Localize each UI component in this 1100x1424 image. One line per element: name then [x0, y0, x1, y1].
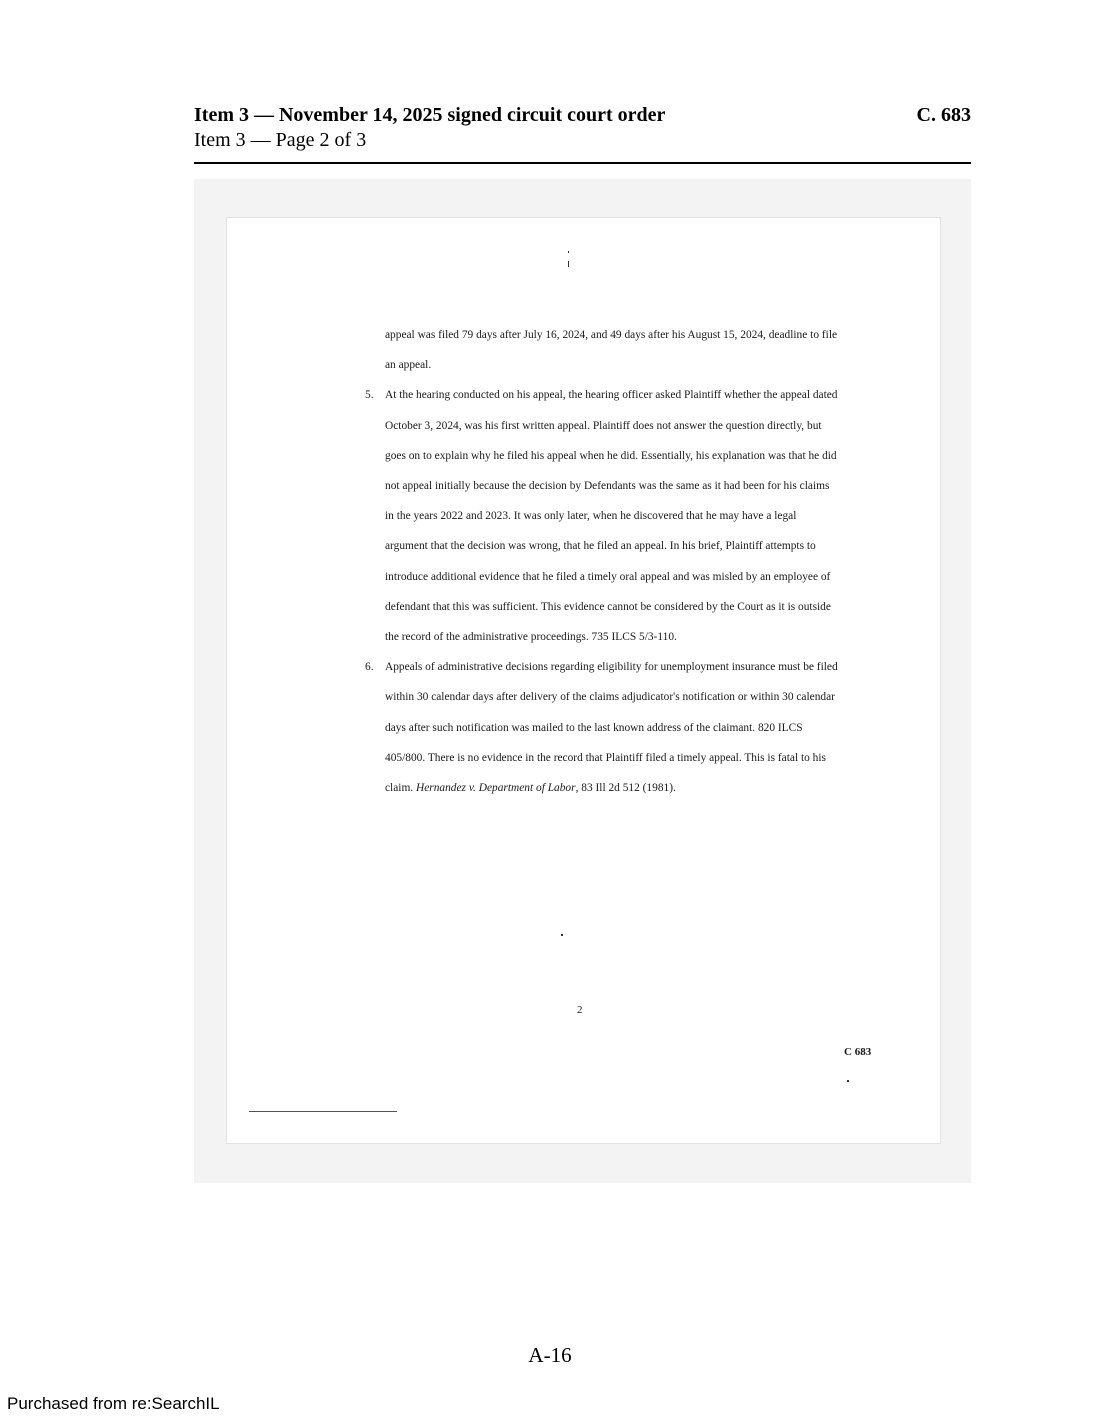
continued-paragraph: appeal was filed 79 days after July 16, 2024, and 49 days after his August 15, 2024, deadline to file an appeal. — [385, 329, 838, 372]
record-number: C. 683 — [916, 104, 971, 126]
scan-page-number: 2 — [577, 1004, 583, 1016]
paragraph-number: 6. — [365, 661, 374, 674]
purchase-notice: Purchased from re:SearchIL — [7, 1394, 220, 1413]
scan-speck — [568, 251, 569, 253]
item-title: Item 3 — November 14, 2025 signed circuit court order — [194, 104, 666, 126]
case-citation: , 83 Ill 2d 512 (1981). — [575, 782, 676, 795]
paragraph-text: At the hearing conducted on his appeal, the hearing officer asked Plaintiff whether the appeal dated October 3, 2024, was his first written appeal. Plaintiff does not answer the question directly, but goes on to explain why he filed his appeal when he did. Essentially, his explanation was that he did not appeal initially because the decision by Defendants was the same as it had been for his claims in the years 2022 and 2023. It was only later, when he discovered that he may have a legal argument that the decision was wrong, that he filed an appeal. In his brief, Plaintiff attempts to introduce additional evidence that he filed a timely oral appeal and was misled by an employee of defendant that this was sufficient. This evidence cannot be considered by the Court as it is outside the record of the administrative proceedings. 735 ILCS 5/3-110. — [385, 389, 838, 644]
header-divider — [194, 162, 971, 164]
scan-speck — [847, 1080, 849, 1082]
case-name: Hernandez v. Department of Labor — [416, 782, 576, 795]
header-row — [194, 102, 971, 128]
numbered-paragraph-5 — [365, 380, 840, 652]
scanned-page — [226, 217, 941, 1144]
paragraph-text — [385, 652, 840, 803]
document-header — [194, 102, 971, 152]
record-stamp: C 683 — [844, 1046, 872, 1058]
paragraph-number: 5. — [365, 389, 374, 402]
numbered-paragraph-6 — [365, 652, 840, 803]
scan-footer-line — [249, 1111, 397, 1112]
appendix-page-number: A-16 — [528, 1343, 572, 1367]
order-body-text — [365, 320, 840, 803]
item-page-subtitle: Item 3 — Page 2 of 3 — [194, 129, 367, 151]
paragraph-text-main: Appeals of administrative decisions regarding eligibility for unemployment insurance must be filed within 30 calendar days after delivery of the claims adjudicator's notification or within 30 calendar days after such notification was mailed to the last known address of the claimant. 820 ILCS 405/800. There is no evidence in the record that Plaintiff filed a timely appeal. This is fatal to his claim. — [385, 661, 838, 795]
scan-speck — [561, 934, 563, 936]
scan-speck — [568, 261, 569, 267]
